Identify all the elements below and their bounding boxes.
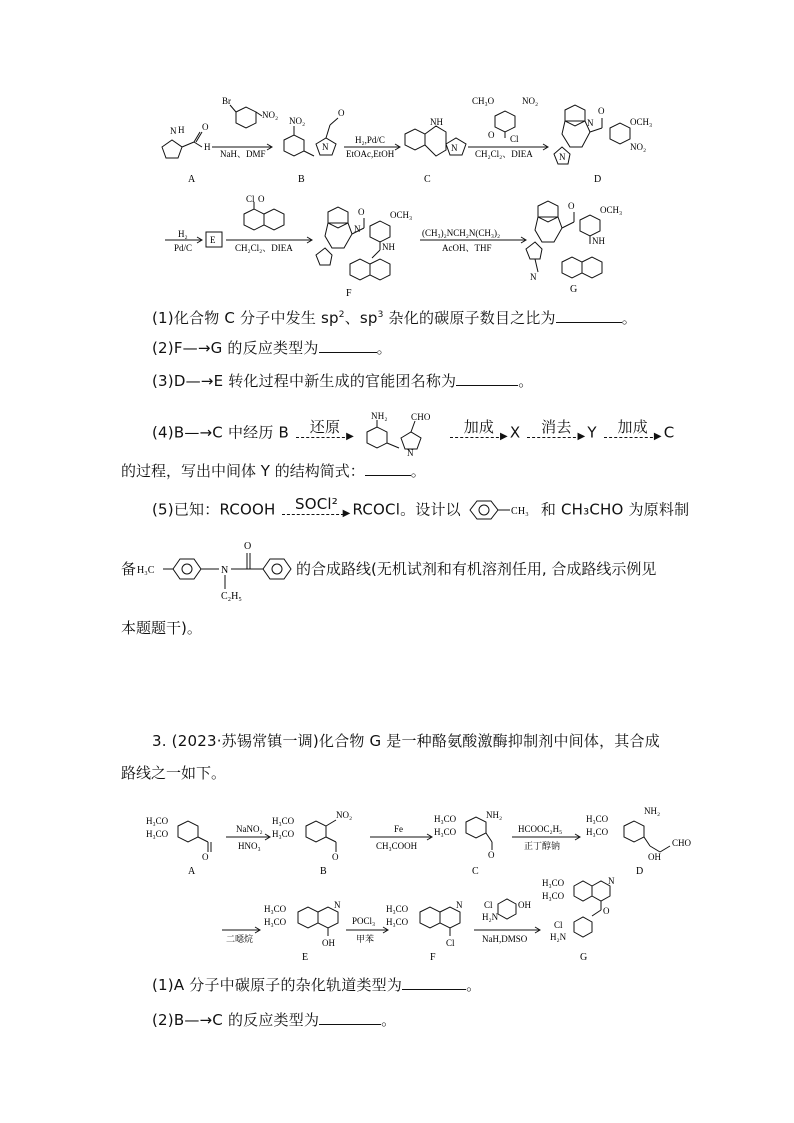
- svg-text:CHO: CHO: [410, 412, 431, 422]
- atom-no2-b: NO₂: [336, 810, 353, 820]
- cond-2-bottom: EtOAc,EtOH: [346, 149, 395, 159]
- cond-4-bottom: Pd/C: [174, 243, 193, 253]
- atom-n-g: N: [530, 272, 537, 282]
- atom-och3-f: OCH₃: [390, 210, 413, 220]
- arrow-reduce: 还原 ▶: [294, 423, 356, 443]
- question-3: (3)D—→E 转化过程中新生成的官能团名称为 。: [152, 372, 534, 390]
- atom-o-b: O: [338, 108, 345, 118]
- label-s2-f: F: [430, 952, 436, 963]
- atom-cl-f: Cl: [446, 938, 455, 948]
- atom-h3co-g2: H₃CO: [542, 891, 565, 901]
- svg-text:C₂H₅: C₂H₅: [221, 591, 242, 602]
- cond-s2-3-top: HCOOC₂H₅: [518, 824, 563, 834]
- cond-s2-5-top: POCl₃: [352, 916, 376, 926]
- subquestion-2: (2)B—→C 的反应类型为 。: [152, 1011, 397, 1029]
- cond-5-bottom: CH₂Cl₂、DIEA: [235, 243, 293, 253]
- problem-3-title-line2: 路线之一如下。: [121, 764, 227, 782]
- answer-blank-3[interactable]: [456, 371, 518, 386]
- label-s2-c: C: [472, 866, 479, 877]
- reagent-s2-6-cl: Cl: [484, 900, 493, 910]
- svg-text:CH₃: CH₃: [510, 506, 529, 517]
- atom-nh-f: NH: [382, 242, 395, 252]
- scheme-1-reaction-row-2: [160, 192, 660, 300]
- atom-n-f: N: [456, 900, 463, 910]
- struct-b-reduced: [361, 410, 443, 456]
- atom-n-f: N: [354, 224, 361, 234]
- cond-s2-6-bottom: NaH,DMSO: [482, 934, 528, 944]
- atom-o-d: O: [598, 106, 605, 116]
- atom-o-b: O: [332, 852, 339, 862]
- label-g: G: [570, 284, 578, 295]
- atom-h3co-c1: H₃CO: [434, 814, 457, 824]
- cond-s2-4-bottom: 二噁烷: [226, 934, 254, 944]
- cond-4-top: H₂: [178, 229, 188, 239]
- answer-blank-1[interactable]: [556, 308, 622, 323]
- atom-oh-d: OH: [648, 852, 661, 862]
- atom-o-c: O: [488, 850, 495, 860]
- atom-n-e: N: [334, 900, 341, 910]
- atom-h3co-d1: H₃CO: [586, 814, 609, 824]
- label-c: C: [424, 174, 431, 185]
- svg-text:H₃C: H₃C: [137, 565, 155, 576]
- subquestion-1: (1)A 分子中碳原子的杂化轨道类型为 。: [152, 976, 482, 994]
- box-e: E: [210, 235, 216, 245]
- question-2: (2)F—→G 的反应类型为 。: [152, 339, 392, 357]
- cond-s2-2-top: Fe: [394, 824, 403, 834]
- reagent-3-o: O: [488, 130, 495, 140]
- cond-2-top: H₂,Pd/C: [355, 135, 385, 145]
- atom-h3co-f1: H₃CO: [386, 904, 409, 914]
- reagent-br: Br: [222, 96, 231, 106]
- atom-o-g: O: [568, 201, 575, 211]
- reagent-s2-6-oh: OH: [518, 900, 531, 910]
- atom-h2n-g: H₂N: [550, 932, 567, 942]
- question-4: (4)B—→C 中经历 B 还原 ▶ NH₂ CHO N 加成 ▶ X 消去 ▶ Y 加成 ▶ C: [152, 411, 675, 456]
- reagent-3-cl: Cl: [510, 134, 519, 144]
- svg-text:O: O: [244, 541, 252, 552]
- atom-h3co-c2: H₃CO: [434, 827, 457, 837]
- arrow-add-1: 加成 ▶: [448, 423, 510, 443]
- atom-o-g: O: [603, 906, 610, 916]
- atom-h3co-e2: H₃CO: [264, 917, 287, 927]
- atom-o-f: O: [358, 207, 365, 217]
- question-5: (5)已知：RCOOH SOCl² ▶ RCOCl。设计以 CH₃ 和 CH₃CHO 为原料制: [152, 497, 689, 523]
- atom-oh-e: OH: [322, 938, 335, 948]
- atom-o-a: O: [202, 852, 209, 862]
- label-b: B: [298, 174, 305, 185]
- label-s2-g: G: [580, 952, 588, 963]
- cond-s2-2-bottom: CH₃COOH: [376, 841, 418, 851]
- atom-h3co-a2: H₃CO: [146, 829, 169, 839]
- answer-blank-4[interactable]: [365, 461, 411, 476]
- label-d: D: [594, 174, 602, 185]
- atom-h-a: H: [178, 125, 185, 135]
- cond-6-bottom: AcOH、THF: [442, 243, 492, 253]
- atom-nh-c: NH: [430, 117, 443, 127]
- cond-3-bottom: CH₂Cl₂、DIEA: [475, 149, 533, 159]
- atom-h3co-f2: H₃CO: [386, 917, 409, 927]
- atom-no2-b: NO₂: [289, 116, 306, 126]
- reagent-no2: NO₂: [262, 110, 279, 120]
- cond-s2-1-top: NaNO₂: [236, 824, 263, 834]
- label-s2-e: E: [302, 952, 309, 963]
- atom-cho-d: CHO: [672, 838, 692, 848]
- arrow-socl2: SOCl² ▶: [280, 500, 352, 520]
- svg-text:N: N: [406, 448, 414, 456]
- svg-text:NH₂: NH₂: [370, 411, 388, 421]
- cond-s2-1-bottom: HNO₃: [238, 841, 261, 851]
- atom-h3co-d2: H₃CO: [586, 827, 609, 837]
- atom-h3co-a1: H₃CO: [146, 816, 169, 826]
- struct-target-amide: [137, 535, 297, 605]
- question-5-line3: 本题题干)。: [121, 619, 202, 637]
- answer-blank-s1[interactable]: [402, 975, 466, 990]
- svg-text:N: N: [221, 565, 229, 576]
- label-s2-a: A: [188, 866, 196, 877]
- label-f: F: [346, 288, 352, 299]
- atom-n-d2: N: [559, 152, 566, 162]
- answer-blank-s2[interactable]: [319, 1010, 381, 1025]
- reagent-s2-6-h2n: H₂N: [482, 912, 499, 922]
- arrow-eliminate: 消去 ▶: [525, 423, 587, 443]
- atom-nh2-c: NH₂: [486, 810, 503, 820]
- atom-n-c: N: [451, 143, 458, 153]
- label-s2-b: B: [320, 866, 327, 877]
- atom-h3co-g1: H₃CO: [542, 878, 565, 888]
- answer-blank-2[interactable]: [319, 338, 377, 353]
- label-s2-d: D: [636, 866, 644, 877]
- atom-nh2-d: NH₂: [644, 806, 661, 816]
- question-4-line2: 的过程，写出中间体 Y 的结构简式： 。: [121, 462, 426, 480]
- atom-n-b: N: [322, 142, 329, 152]
- arrow-add-2: 加成 ▶: [602, 423, 664, 443]
- cond-1: NaH、DMF: [220, 149, 266, 159]
- scheme-1-reaction-row-1: [150, 92, 670, 192]
- atom-och3-g: OCH₃: [600, 205, 623, 215]
- reagent-3-och3: CH₃O: [472, 96, 495, 106]
- atom-nh-g: NH: [592, 236, 605, 246]
- problem-3-title: 3. (2023·苏锡常镇一调)化合物 G 是一种酪氨酸激酶抑制剂中间体，其合成: [152, 732, 660, 750]
- cond-6-top: (CH₃)₂NCH₂N(CH₃)₂: [422, 228, 501, 238]
- atom-h3co-b1: H₃CO: [272, 816, 295, 826]
- atom-o-a: O: [202, 122, 209, 132]
- reagent-5-cl: Cl: [246, 194, 255, 204]
- atom-h3co-b2: H₃CO: [272, 829, 295, 839]
- atom-no2-d: NO₂: [630, 142, 647, 152]
- atom-n-a: N: [170, 126, 177, 136]
- scheme-2-reaction-row-2: [220, 876, 640, 964]
- atom-och3-d: OCH₃: [630, 117, 653, 127]
- cond-s2-5-bottom: 甲苯: [356, 934, 375, 944]
- atom-cl-g: Cl: [554, 920, 563, 930]
- atom-h3co-e1: H₃CO: [264, 904, 287, 914]
- scheme-2-reaction-row-1: [140, 800, 700, 878]
- question-1: (1)化合物 C 分子中发生 $sp^2$、$sp^3$ 杂化的碳原子数目之比为 。: [152, 309, 637, 327]
- atom-n-d: N: [587, 118, 594, 128]
- reagent-3-no2: NO₂: [522, 96, 539, 106]
- cond-s2-3-bottom: 正丁醇钠: [524, 841, 561, 851]
- label-a: A: [188, 174, 196, 185]
- reagent-5-o: O: [258, 194, 265, 204]
- atom-h2-a: H: [204, 142, 211, 152]
- atom-n-g: N: [608, 876, 615, 886]
- struct-toluene: [466, 497, 536, 523]
